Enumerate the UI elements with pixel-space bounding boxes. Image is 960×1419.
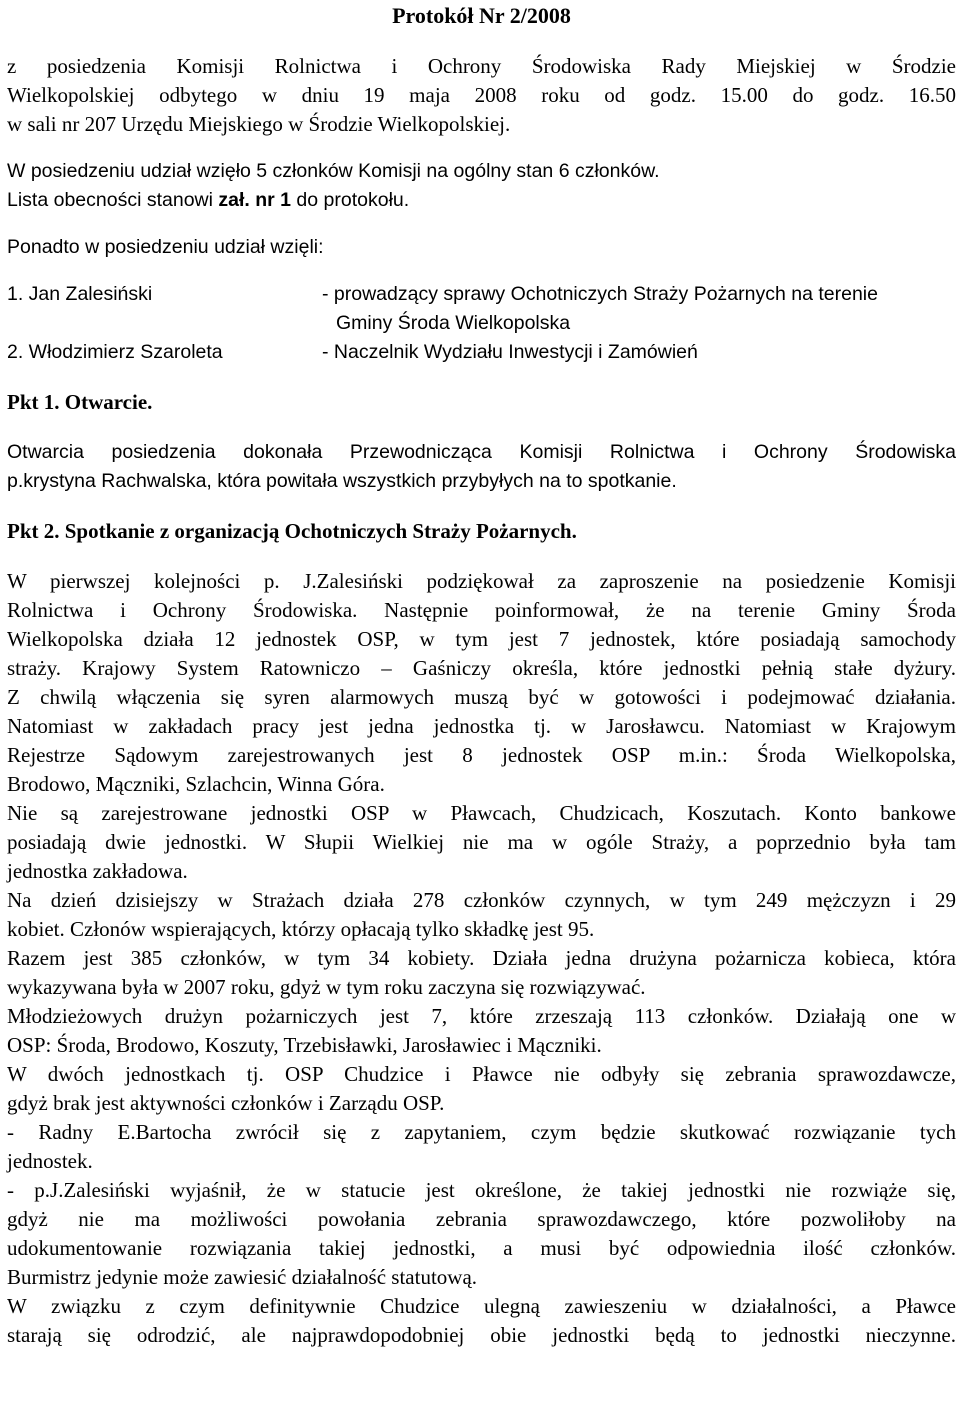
attendance-text: do protokołu. (291, 189, 410, 211)
pkt2-line: straży. Krajowy System Ratowniczo – Gaśniczy określa, które jednostki pełnią stałe dyżury. (7, 656, 956, 680)
attendance-line (7, 186, 956, 215)
pkt2-line: kobiet. Członów wspierających, którzy opłacają tylko składkę jest 95. (7, 917, 595, 941)
attendance-paragraph (7, 157, 956, 215)
pkt2-heading: Pkt 2. Spotkanie z organizacją Ochotniczych Straży Pożarnych. (7, 519, 577, 543)
intro-line: z posiedzenia Komisji Rolnictwa i Ochrony Środowiska Rady Miejskiej w Środzie (7, 54, 956, 78)
pkt2-line: W pierwszej kolejności p. J.Zalesiński podziękował za zaproszenie na posiedzenie Komisji (7, 569, 956, 593)
guest-row (7, 338, 956, 367)
intro-line: w sali nr 207 Urzędu Miejskiego w Środzie Wielkopolskiej. (7, 112, 511, 136)
pkt1-line: Otwarcia posiedzenia dokonała Przewodnicząca Komisji Rolnictwa i Ochrony Środowiska (7, 441, 956, 463)
pkt2-line: - p.J.Zalesiński wyjaśnił, że w statucie jest określone, że takiej jednostki nie rozwiąże się, (7, 1178, 956, 1202)
guest-role-line: - Naczelnik Wydziału Inwestycji i Zamówień (322, 341, 698, 363)
document-title: Protokół Nr 2/2008 (392, 3, 571, 28)
guest-role (322, 280, 956, 338)
pkt2-line: Rejestrze Sądowym zarejestrowanych jest 8 jednostek OSP m.in.: Środa Wielkopolska, (7, 743, 956, 767)
pkt1-line: p.krystyna Rachwalska, która powitała wszystkich przybyłych na to spotkanie. (7, 470, 677, 492)
pkt2-line: Natomiast w zakładach pracy jest jedna jednostka tj. w Jarosławcu. Natomiast w Krajowym (7, 714, 956, 738)
guests-heading: Ponadto w posiedzeniu udział wzięli: (7, 236, 324, 258)
guest-role-line: - prowadzący sprawy Ochotniczych Straży Pożarnych na terenie (322, 283, 878, 305)
guest-row (7, 280, 956, 338)
pkt2-line: wykazywana była w 2007 roku, gdyż w tym roku zaczyna się rozwiązywać. (7, 975, 646, 999)
guest-name: 1. Jan Zalesiński (7, 283, 153, 305)
pkt2-line: posiadają dwie jednostki. W Słupii Wielkiej nie ma w ogóle Straży, a poprzednio była tam (7, 830, 956, 854)
pkt1-paragraph (7, 438, 956, 496)
document-page (7, 0, 956, 1350)
pkt2-paragraph (7, 567, 956, 1350)
pkt2-line: gdyż nie ma możliwości powołania zebrania sprawozdawczego, które pozwoliłoby na (7, 1207, 956, 1231)
pkt2-line: Młodzieżowych drużyn pożarniczych jest 7, które zrzeszają 113 członków. Działają one w (7, 1004, 956, 1028)
pkt2-line: - Radny E.Bartocha zwrócił się z zapytaniem, czym będzie skutkować rozwiązanie tych (7, 1120, 956, 1144)
pkt2-line: W dwóch jednostkach tj. OSP Chudzice i Pławce nie odbyły się zebrania sprawozdawcze, (7, 1062, 956, 1086)
pkt2-line: W związku z czym definitywnie Chudzice ulegną zawieszeniu w działalności, a Pławce (7, 1294, 956, 1318)
pkt2-line: starają się odrodzić, ale najprawdopodobniej obie jednostki będą to jednostki nieczynne. (7, 1323, 956, 1347)
pkt2-line: Burmistrz jedynie może zawiesić działalność statutową. (7, 1265, 478, 1289)
attendance-line: W posiedzeniu udział wzięło 5 członków Komisji na ogólny stan 6 członków. (7, 160, 660, 182)
pkt2-line: Z chwilą włączenia się syren alarmowych muszą być w gotowości i podejmować działania. (7, 685, 956, 709)
attendance-text: Lista obecności stanowi (7, 189, 219, 211)
pkt2-line: Wielkopolska działa 12 jednostek OSP, w tym jest 7 jednostek, które posiadają samochody (7, 627, 956, 651)
pkt2-line: udokumentowanie rozwiązania takiej jednostki, a musi być odpowiednia ilość członków. (7, 1236, 956, 1260)
pkt2-line: jednostek. (7, 1149, 93, 1173)
attachment-reference: zał. nr 1 (218, 189, 291, 211)
pkt2-line: Rolnictwa i Ochrony Środowiska. Następnie poinformował, że na terenie Gminy Środa (7, 598, 956, 622)
intro-line: Wielkopolskiej odbytego w dniu 19 maja 2008 roku od godz. 15.00 do godz. 16.50 (7, 83, 956, 107)
pkt2-line: OSP: Środa, Brodowo, Koszuty, Trzebisławki, Jarosławiec i Mączniki. (7, 1033, 602, 1057)
pkt2-line: jednostka zakładowa. (7, 859, 188, 883)
pkt2-line: Razem jest 385 członków, w tym 34 kobiety. Działa jedna drużyna pożarnicza kobieca, która (7, 946, 956, 970)
pkt2-line: Na dzień dzisiejszy w Strażach działa 278 członków czynnych, w tym 249 mężczyzn i 29 (7, 888, 956, 912)
pkt1-heading: Pkt 1. Otwarcie. (7, 390, 153, 414)
pkt2-line: Nie są zarejestrowane jednostki OSP w Pławcach, Chudzicach, Koszutach. Konto bankowe (7, 801, 956, 825)
guest-role (322, 338, 956, 367)
pkt2-line: Brodowo, Mączniki, Szlachcin, Winna Góra. (7, 772, 385, 796)
guest-name: 2. Włodzimierz Szaroleta (7, 341, 223, 363)
pkt2-line: gdyż brak jest aktywności członków i Zarządu OSP. (7, 1091, 445, 1115)
guest-role-line: Gminy Środa Wielkopolska (336, 312, 571, 334)
guests-section (7, 233, 956, 367)
intro-paragraph (7, 52, 956, 139)
